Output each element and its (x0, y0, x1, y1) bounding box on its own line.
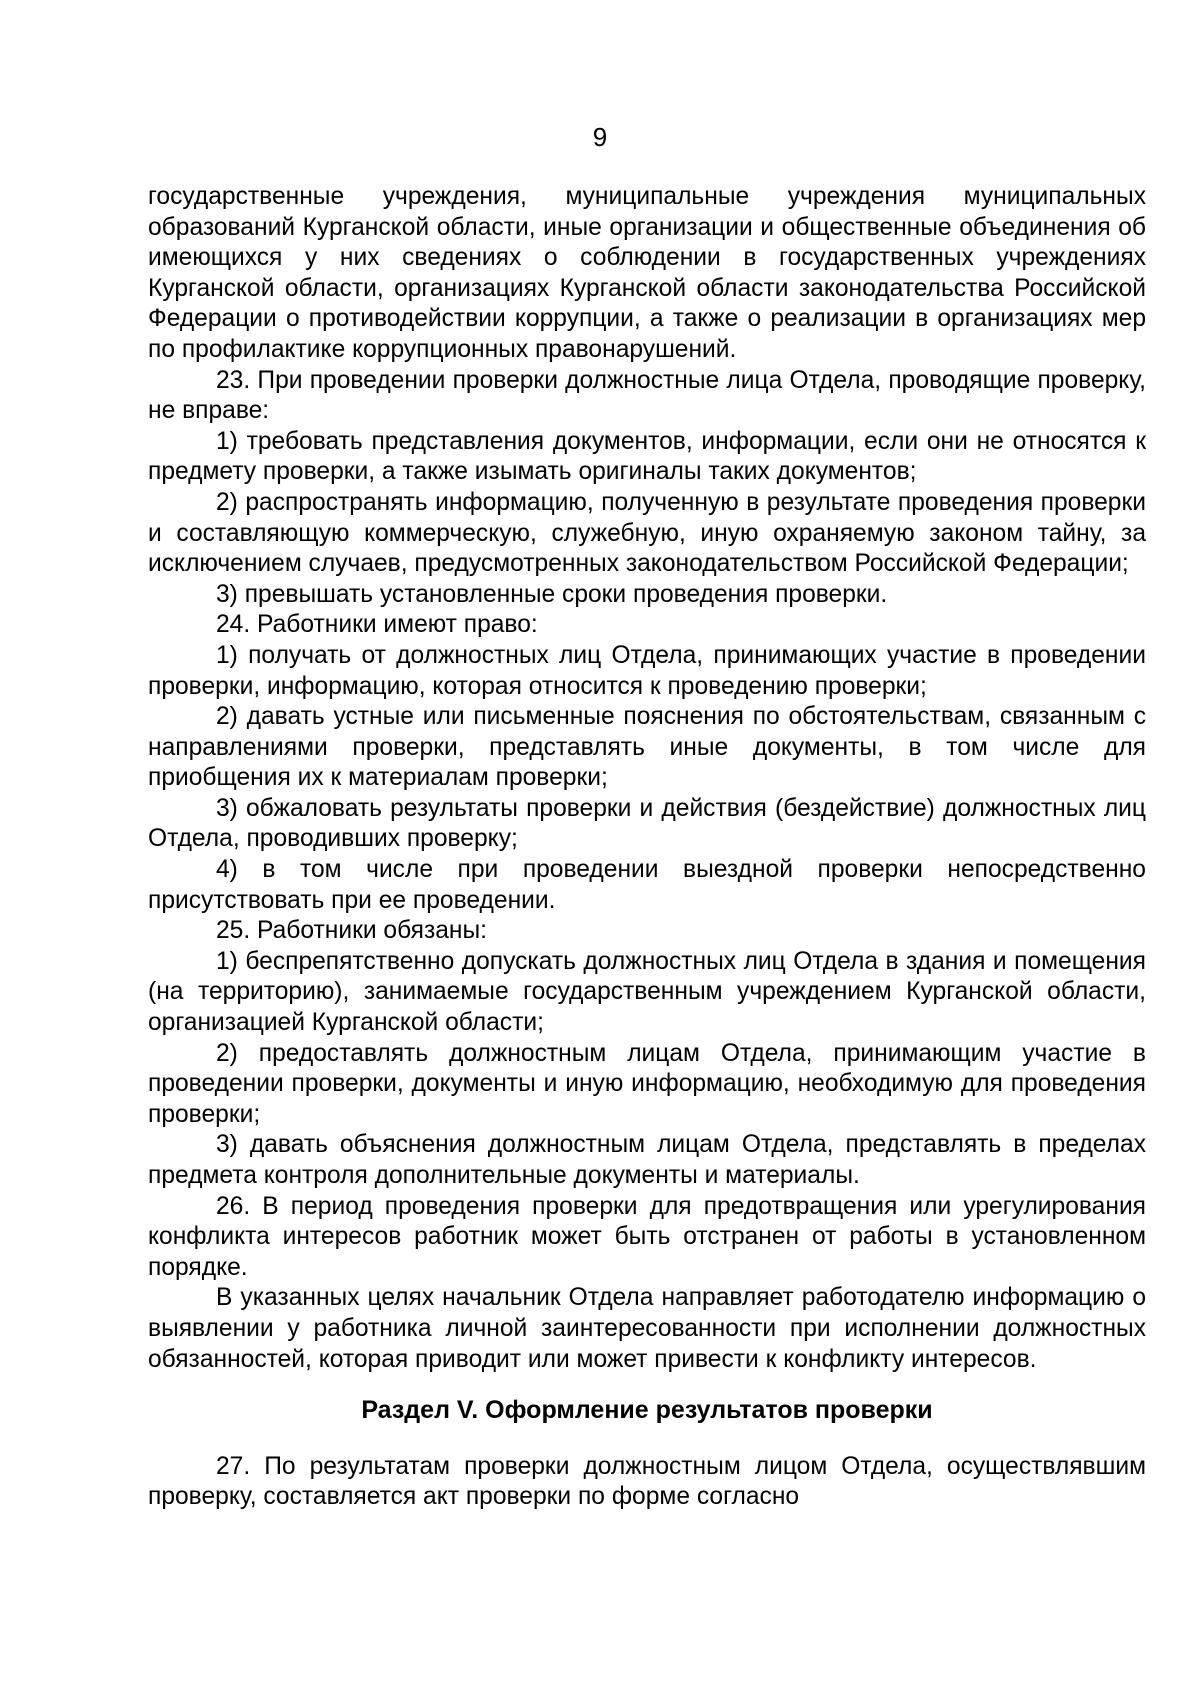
paragraph-item-26-continuation: В указанных целях начальник Отдела направляет работодателю информацию о выявлении у работника личной заинтересованности при исполнении должностных обязанностей, которая приводит или может привести к конфликту интересов. (148, 1284, 1146, 1373)
section-heading: Раздел V. Оформление результатов проверки (361, 1396, 933, 1425)
document-body (148, 182, 1146, 1513)
paragraph-item-24-1: 1) получать от должностных лиц Отдела, принимающих участие в проведении проверки, информацию, которая относится к проведению проверки; (148, 641, 1146, 700)
page-number: 9 (592, 122, 608, 152)
paragraph-item-26: 26. В период проведения проверки для предотвращения или урегулирования конфликта интересов работник может быть отстранен от работы в установленном порядке. (148, 1192, 1146, 1281)
paragraph-item-25: 25. Работники обязаны: (216, 917, 488, 945)
paragraph-item-24-3: 3) обжаловать результаты проверки и действия (бездействие) должностных лиц Отдела, проводивших проверку; (148, 794, 1146, 853)
paragraph-item-24: 24. Работники имеют право: (216, 611, 538, 639)
paragraph-item-25-1: 1) беспрепятственно допускать должностных лиц Отдела в здания и помещения (на территорию), занимаемые государственным учреждением Курганской области, организацией Курганской области; (148, 947, 1146, 1037)
paragraph-item-25-3: 3) давать объяснения должностным лицам Отдела, представлять в пределах предмета контроля дополнительные документы и материалы. (148, 1131, 1146, 1189)
paragraph-item-24-2: 2) давать устные или письменные пояснения по обстоятельствам, связанным с направлениями проверки, представлять иные документы, в том числе для приобщения их к материалам проверки; (148, 703, 1146, 792)
paragraph-item-23-3: 3) превышать установленные сроки проведения проверки. (216, 580, 888, 608)
paragraph-item-24-4: 4) в том числе при проведении выездной проверки непосредственно присутствовать при ее проведении. (148, 856, 1146, 914)
paragraph-item-23: 23. При проведении проверки должностные лица Отдела, проводящие проверку, не вправе: (148, 366, 1146, 425)
paragraph-item-23-2: 2) распространять информацию, полученную в результате проведения проверки и составляющую коммерческую, служебную, иную охраняемую законом тайну, за исключением случаев, предусмотренных законодательством Российской Федерации; (148, 488, 1146, 578)
paragraph-item-27: 27. По результатам проверки должностным лицом Отдела, осуществлявшим проверку, составляется акт проверки по форме согласно (148, 1452, 1146, 1511)
paragraph-item-25-2: 2) предоставлять должностным лицам Отдела, принимающим участие в проведении проверки, документы и иную информацию, необходимую для проведения проверки; (148, 1039, 1146, 1128)
paragraph-continuation: государственные учреждения, муниципальные учреждения муниципальных образований Курганской области, иные организации и общественные объединения об имеющихся у них сведениях о соблюдении в государственных учреждениях Курганской области, организациях Курганской области законодательства Российской Федерации о противодействии коррупции, а также о реализации в организациях мер по профилактике коррупционных правонарушений. (148, 183, 1146, 363)
paragraph-item-23-1: 1) требовать представления документов, информации, если они не относятся к предмету проверки, а также изымать оригиналы таких документов; (148, 427, 1146, 486)
